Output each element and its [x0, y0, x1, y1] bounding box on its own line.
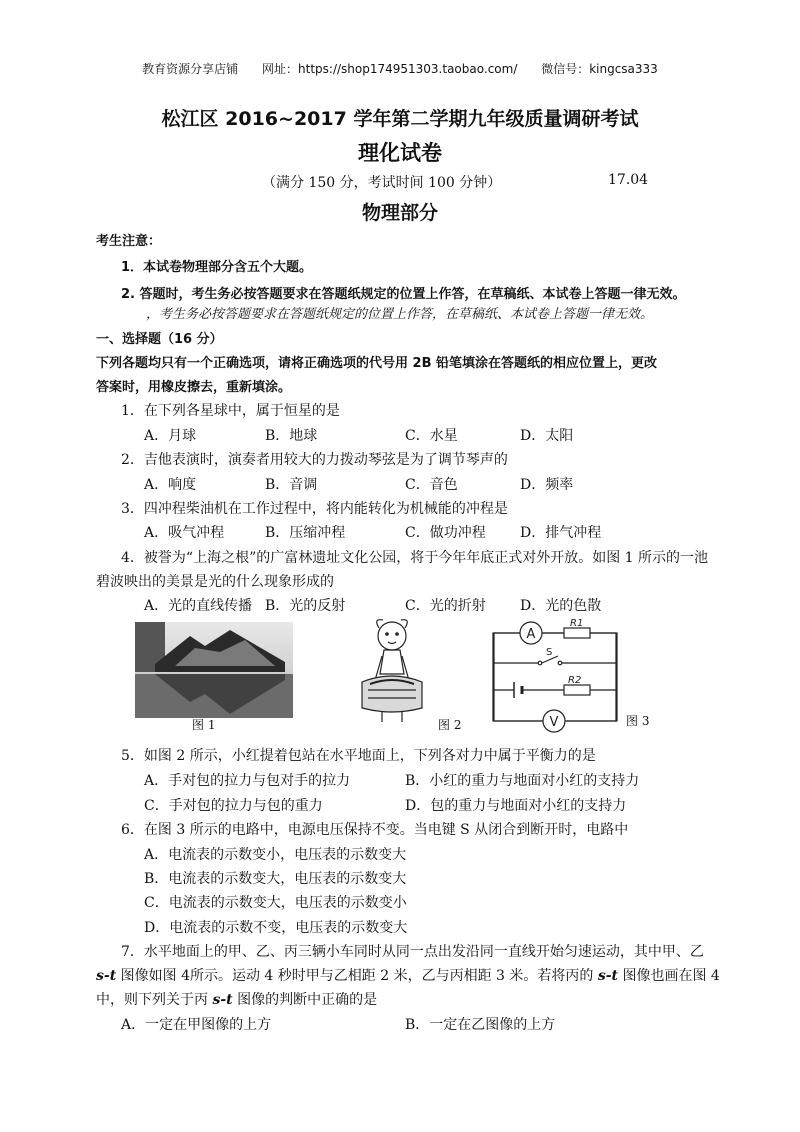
q6-option-a: A．电流表的示数变小，电压表的示数变大: [144, 847, 407, 863]
q7-line-1: 7．水平地面上的甲、乙、丙三辆小车同时从同一点出发沿同一直线开始匀速运动，其中甲、乙: [121, 944, 704, 960]
q7-line-2: [96, 965, 720, 985]
q4-stem-2: 碧波映出的美景是光的什么现象形成的: [96, 574, 334, 590]
q6-option-b: B．电流表的示数变大，电压表的示数变大: [144, 871, 407, 887]
figure-2-caption: 图 2: [438, 718, 462, 732]
notice-item-2: 2. 答题时，考生务必按答题要求在答题纸规定的位置上作答，在草稿纸、本试卷上答题一律无效。: [121, 287, 686, 302]
notice-item-1: 1．本试卷物理部分含五个大题。: [121, 260, 313, 275]
q3-stem: 3．四冲程柴油机在工作过程中，将内能转化为机械能的冲程是: [121, 501, 508, 517]
q7-line-3-start: 中，则下列关于丙: [96, 992, 213, 1008]
q4-option-a: A．光的直线传播: [144, 598, 253, 614]
r2-label: R2: [568, 675, 582, 686]
q5-option-d: D．包的重力与地面对小红的支持力: [405, 798, 627, 814]
q3-option-c: C．做功冲程: [405, 525, 486, 541]
q2-option-a: A．响度: [144, 477, 197, 493]
part1-heading: 一、选择题（16 分）: [96, 332, 223, 347]
section-title: 物理部分: [361, 202, 438, 224]
q6-option-d: D．电流表的示数不变，电压表的示数变大: [144, 920, 408, 936]
q1-option-d: D．太阳: [520, 428, 574, 444]
resistor-r1-icon: [564, 618, 590, 638]
q5-stem: 5．如图 2 所示，小红提着包站在水平地面上，下列各对力中属于平衡力的是: [121, 748, 596, 764]
notice-item-3: ，考生务必按答题要求在答题纸规定的位置上作答，在草稿纸、本试卷上答题一律无效。: [146, 307, 654, 322]
shop-name: 教育资源分享店铺: [142, 62, 239, 76]
circuit-diagram: [490, 618, 630, 736]
q6-option-c: C．电流表的示数变大，电压表的示数变小: [144, 895, 407, 911]
q7-line-2-text: 图像如图 4所示。运动 4 秒时甲与乙相距 2 米，乙与丙相距 3 米。若将丙的: [116, 968, 598, 984]
q3-option-d: D．排气冲程: [520, 525, 602, 541]
q7-st-term-2: s-t: [597, 968, 619, 984]
q5-option-c: C．手对包的拉力与包的重力: [144, 798, 323, 814]
voltmeter-label: V: [549, 715, 559, 730]
q1-option-c: C．水星: [405, 428, 458, 444]
q4-option-c: C．光的折射: [405, 598, 486, 614]
part1-intro-2: 答案时，用橡皮擦去，重新填涂。: [96, 380, 292, 395]
q7-line-3: [96, 989, 377, 1009]
switch-icon: [538, 647, 562, 665]
figure-3-caption: 图 3: [626, 714, 650, 728]
q4-option-d: D．光的色散: [520, 598, 602, 614]
q1-option-b: B．地球: [265, 428, 318, 444]
figure-2-drawing: [352, 612, 432, 724]
q2-option-d: D．频率: [520, 477, 574, 493]
resistor-r2-icon: [564, 675, 590, 695]
figure-1-caption: 图 1: [192, 718, 216, 732]
exam-meta: （满分 150 分，考试时间 100 分钟）: [262, 175, 502, 191]
page-header: [0, 60, 800, 77]
r1-label: R1: [570, 618, 584, 629]
q6-stem: 6．在图 3 所示的电路中，电源电压保持不变。当电键 S 从闭合到断开时，电路中: [121, 822, 629, 838]
part1-intro-1: 下列各题均只有一个正确选项，请将正确选项的代号用 2B 铅笔填涂在答题纸的相应位置上，更改: [96, 356, 658, 371]
notice-heading: 考生注意：: [96, 234, 162, 249]
q2-option-c: C．音色: [405, 477, 458, 493]
q4-option-b: B．光的反射: [265, 598, 346, 614]
ammeter-icon: [520, 622, 542, 644]
wechat-id: 微信号：kingcsa333: [541, 62, 658, 76]
q2-stem: 2．吉他表演时，演奏者用较大的力拨动琴弦是为了调节琴声的: [121, 452, 508, 468]
switch-label: S: [546, 647, 553, 658]
q7-option-a: A．一定在甲图像的上方: [121, 1017, 272, 1033]
q7-line-3-end: 图像的判断中正确的是: [232, 992, 378, 1008]
q3-option-a: A．吸气冲程: [144, 525, 225, 541]
voltmeter-icon: [543, 710, 565, 732]
ammeter-label: A: [526, 627, 536, 642]
q7-line-2-end: 图像也画在图 4: [618, 968, 720, 984]
paper-title: 理化试卷: [358, 141, 442, 165]
shop-url: 网址：https://shop174951303.taobao.com/: [262, 62, 518, 76]
q7-st-term-3: s-t: [212, 992, 233, 1008]
q4-stem-1: 4．被誉为“上海之根”的广富林遗址文化公园，将于今年年底正式对外开放。如图 1 所示的一池: [121, 550, 709, 566]
q2-option-b: B．音调: [265, 477, 318, 493]
q1-option-a: A．月球: [144, 428, 197, 444]
q5-option-a: A．手对包的拉力与包对手的拉力: [144, 773, 351, 789]
exam-title: 松江区 2016~2017 学年第二学期九年级质量调研考试: [161, 108, 639, 130]
exam-date: 17.04: [608, 172, 649, 188]
q7-st-term-1: s-t: [96, 968, 117, 984]
battery-icon: [514, 682, 522, 698]
q1-stem: 1．在下列各星球中，属于恒星的是: [121, 403, 340, 419]
figure-1-photo: [135, 622, 293, 718]
q3-option-b: B．压缩冲程: [265, 525, 346, 541]
q7-option-b: B．一定在乙图像的上方: [405, 1017, 556, 1033]
q5-option-b: B．小红的重力与地面对小红的支持力: [405, 773, 640, 789]
